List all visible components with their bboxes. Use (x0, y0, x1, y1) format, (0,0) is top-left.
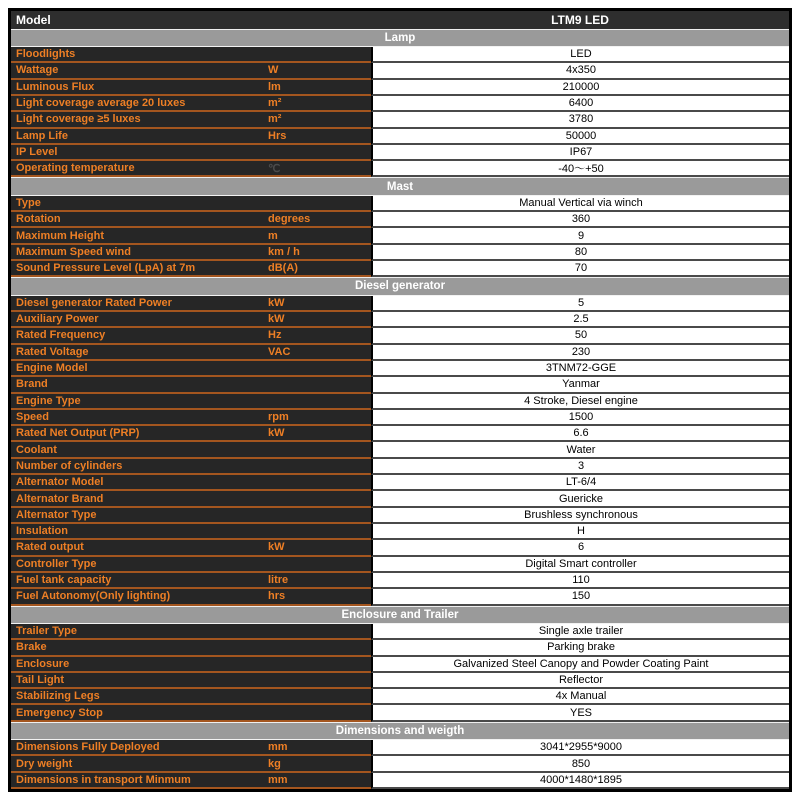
spec-unit: W (268, 64, 279, 77)
spec-value-cell (371, 345, 789, 361)
spec-row (11, 442, 789, 458)
spec-label: Light coverage average 20 luxes (16, 97, 186, 110)
spec-label-cell (11, 589, 371, 605)
spec-row (11, 673, 789, 689)
spec-label-cell (11, 491, 371, 507)
spec-value-cell (371, 161, 789, 177)
spec-value: YES (569, 706, 592, 719)
spec-value: 4000*1480*1895 (540, 773, 622, 786)
spec-value: Digital Smart controller (525, 557, 637, 570)
spec-label-cell (11, 394, 371, 410)
spec-value: Reflector (558, 673, 604, 686)
spec-label: Sound Pressure Level (LpA) at 7m (16, 262, 196, 275)
spec-value: Brushless synchronous (524, 508, 638, 521)
spec-unit: kW (268, 296, 285, 309)
spec-row (11, 475, 789, 491)
spec-value-cell (371, 524, 789, 540)
spec-row (11, 80, 789, 96)
spec-value-cell (371, 296, 789, 312)
spec-value-cell (371, 475, 789, 491)
spec-label-cell (11, 705, 371, 721)
spec-value-cell (371, 245, 789, 261)
spec-value-cell (371, 426, 789, 442)
spec-value-cell (371, 410, 789, 426)
spec-value: 850 (571, 757, 591, 770)
model-value-cell (371, 11, 789, 29)
spec-label: Controller Type (16, 557, 97, 570)
spec-value-cell (371, 377, 789, 393)
spec-row (11, 459, 789, 475)
spec-label: Coolant (16, 443, 57, 456)
spec-value-cell (371, 657, 789, 673)
spec-row (11, 112, 789, 128)
spec-label-cell (11, 640, 371, 656)
spec-value: 4x350 (566, 64, 596, 77)
spec-unit: VAC (268, 345, 291, 358)
spec-value-cell (371, 573, 789, 589)
spec-value-cell (371, 491, 789, 507)
section-title: Diesel generator (354, 280, 446, 293)
spec-value-cell (371, 312, 789, 328)
spec-label-cell (11, 129, 371, 145)
spec-label-cell (11, 689, 371, 705)
spec-row (11, 557, 789, 573)
spec-label: Operating temperature (16, 162, 135, 175)
spec-row (11, 228, 789, 244)
spec-unit: kW (268, 427, 285, 440)
spec-label-cell (11, 63, 371, 79)
spec-value-cell (371, 773, 789, 789)
spec-row (11, 705, 789, 721)
spec-label-cell (11, 296, 371, 312)
spec-value: 6.6 (573, 427, 589, 440)
spec-unit: dB(A) (268, 262, 298, 275)
spec-value-cell (371, 589, 789, 605)
spec-value: -40～+50 (558, 163, 604, 176)
spec-row (11, 573, 789, 589)
spec-label: Engine Model (16, 362, 88, 375)
spec-label-cell (11, 426, 371, 442)
spec-row (11, 589, 789, 605)
spec-unit: km / h (268, 245, 300, 258)
model-value: LTM9 LED (551, 12, 609, 27)
section-title: Enclosure and Trailer (341, 608, 459, 621)
spec-row (11, 345, 789, 361)
spec-unit: m² (268, 97, 282, 110)
spec-label: Dimensions Fully Deployed (16, 741, 160, 754)
spec-label: IP Level (16, 145, 58, 158)
spec-value: 80 (574, 245, 588, 258)
spec-value-cell (371, 508, 789, 524)
spec-label-cell (11, 673, 371, 689)
spec-value: Galvanized Steel Canopy and Powder Coating Paint (453, 657, 709, 670)
spec-label: Stabilizing Legs (16, 690, 100, 703)
section-title: Mast (386, 180, 414, 193)
spec-value-cell (371, 689, 789, 705)
spec-label: Lamp Life (16, 129, 68, 142)
spec-label: Brand (16, 378, 48, 391)
spec-label: Dimensions in transport Minmum (16, 773, 191, 786)
spec-label-cell (11, 196, 371, 212)
spec-label: Dry weight (16, 757, 73, 770)
spec-label: Alternator Brand (16, 492, 104, 505)
spec-value: 9 (577, 229, 585, 242)
spec-label: Light coverage ≥5 luxes (16, 113, 141, 126)
spec-row (11, 524, 789, 540)
spec-value: 50000 (565, 129, 597, 142)
spec-value-cell (371, 640, 789, 656)
spec-label: Alternator Type (16, 508, 97, 521)
spec-label-cell (11, 756, 371, 772)
spec-value: LED (570, 48, 592, 61)
spec-unit: lm (268, 80, 281, 93)
spec-label: Rotation (16, 213, 61, 226)
spec-label: Number of cylinders (16, 459, 123, 472)
spec-value-cell (371, 394, 789, 410)
spec-value: 150 (571, 590, 591, 603)
spec-label-cell (11, 377, 371, 393)
spec-label-cell (11, 624, 371, 640)
spec-value: 70 (574, 262, 588, 275)
spec-label-cell (11, 540, 371, 556)
spec-label-cell (11, 557, 371, 573)
spec-value: 4 Stroke, Diesel engine (524, 394, 638, 407)
spec-value: Water (566, 443, 596, 456)
spec-label-cell (11, 740, 371, 756)
spec-value: 3780 (568, 113, 594, 126)
spec-label-cell (11, 228, 371, 244)
spec-unit: Hz (268, 329, 282, 342)
spec-value: 230 (571, 345, 591, 358)
spec-row (11, 361, 789, 377)
spec-unit: Hrs (268, 129, 287, 142)
spec-label-cell (11, 657, 371, 673)
section-header-row (11, 29, 789, 47)
spec-row (11, 47, 789, 63)
spec-value-cell (371, 624, 789, 640)
spec-unit: litre (268, 574, 289, 587)
spec-row (11, 689, 789, 705)
spec-label: Alternator Model (16, 476, 104, 489)
section-title: Lamp (384, 31, 416, 44)
spec-label-cell (11, 475, 371, 491)
spec-value: 1500 (568, 410, 594, 423)
spec-label-cell (11, 161, 371, 177)
spec-value-cell (371, 96, 789, 112)
spec-value-cell (371, 63, 789, 79)
spec-row (11, 161, 789, 177)
spec-row (11, 640, 789, 656)
spec-row (11, 624, 789, 640)
spec-value: 6400 (568, 97, 594, 110)
spec-label-cell (11, 47, 371, 63)
spec-label-cell (11, 410, 371, 426)
spec-label-cell (11, 442, 371, 458)
spec-value-cell (371, 756, 789, 772)
spec-value-cell (371, 557, 789, 573)
spec-row (11, 657, 789, 673)
spec-label: Maximum Height (16, 229, 105, 242)
spec-label: Maximum Speed wind (16, 245, 131, 258)
spec-label: Tail Light (16, 673, 65, 686)
spec-unit: kg (268, 757, 281, 770)
spec-label: Insulation (16, 525, 68, 538)
spec-unit: m (268, 229, 278, 242)
spec-value: 5 (577, 296, 585, 309)
section-header-row (11, 177, 789, 195)
spec-unit: mm (268, 741, 288, 754)
section-header-row (11, 606, 789, 624)
spec-row (11, 394, 789, 410)
spec-label: Rated Voltage (16, 345, 89, 358)
spec-row (11, 508, 789, 524)
spec-value: Manual Vertical via winch (519, 196, 643, 209)
spec-value: 110 (572, 574, 590, 587)
spec-unit: degrees (268, 213, 311, 226)
spec-label: Diesel generator Rated Power (16, 296, 172, 309)
spec-value-cell (371, 328, 789, 344)
spec-row (11, 540, 789, 556)
spec-label-cell (11, 212, 371, 228)
spec-row (11, 410, 789, 426)
spec-label: Trailer Type (16, 625, 77, 638)
model-label: Model (16, 12, 51, 27)
spec-label: Auxiliary Power (16, 313, 99, 326)
spec-row (11, 377, 789, 393)
spec-row (11, 212, 789, 228)
spec-label-cell (11, 508, 371, 524)
spec-label-cell (11, 459, 371, 475)
spec-label-cell (11, 524, 371, 540)
spec-value: 3 (577, 459, 585, 472)
spec-value-cell (371, 129, 789, 145)
model-label-cell (11, 11, 371, 29)
model-row (11, 11, 789, 29)
spec-label-cell (11, 80, 371, 96)
spec-label: Emergency Stop (16, 706, 103, 719)
spec-label-cell (11, 773, 371, 789)
spec-label: Brake (16, 641, 47, 654)
spec-row (11, 296, 789, 312)
spec-label: Enclosure (16, 657, 70, 670)
spec-unit: kW (268, 313, 285, 326)
spec-row (11, 312, 789, 328)
spec-row (11, 96, 789, 112)
spec-value: Guericke (558, 492, 604, 505)
spec-label-cell (11, 96, 371, 112)
spec-unit: rpm (268, 410, 289, 423)
spec-label: Floodlights (16, 48, 76, 61)
spec-label: Luminous Flux (16, 80, 95, 93)
spec-value-cell (371, 673, 789, 689)
spec-value: 2.5 (573, 313, 589, 326)
spec-label: Type (16, 196, 41, 209)
spec-label-cell (11, 573, 371, 589)
spec-label: Engine Type (16, 394, 81, 407)
spec-value-cell (371, 196, 789, 212)
spec-label-cell (11, 261, 371, 277)
spec-value: 210000 (562, 80, 600, 93)
spec-label-cell (11, 312, 371, 328)
spec-row (11, 145, 789, 161)
spec-row (11, 773, 789, 789)
spec-label-cell (11, 145, 371, 161)
spec-value: 3041*2955*9000 (540, 741, 622, 754)
spec-label: Wattage (16, 64, 59, 77)
spec-value: 6 (577, 541, 585, 554)
spec-row (11, 129, 789, 145)
spec-row (11, 196, 789, 212)
spec-row (11, 491, 789, 507)
spec-value: Yanmar (562, 378, 600, 391)
spec-value: IP67 (569, 145, 593, 158)
spec-row (11, 426, 789, 442)
section-header-row (11, 722, 789, 740)
spec-row (11, 245, 789, 261)
section-title: Dimensions and weigth (335, 724, 465, 737)
spec-value-cell (371, 540, 789, 556)
spec-unit: mm (268, 773, 288, 786)
spec-label: Rated output (16, 541, 84, 554)
spec-row (11, 740, 789, 756)
spec-label: Rated Frequency (16, 329, 106, 342)
spec-label: Fuel tank capacity (16, 574, 112, 587)
spec-value-cell (371, 361, 789, 377)
spec-label-cell (11, 361, 371, 377)
spec-label: Fuel Autonomy(Only lighting) (16, 590, 171, 603)
spec-value-cell (371, 80, 789, 96)
spec-value: 360 (571, 213, 591, 226)
spec-value: 50 (574, 329, 588, 342)
spec-row (11, 63, 789, 79)
spec-row (11, 328, 789, 344)
spec-unit: kW (268, 541, 285, 554)
spec-label: Speed (16, 410, 50, 423)
spec-value-cell (371, 740, 789, 756)
spec-value-cell (371, 442, 789, 458)
spec-value-cell (371, 261, 789, 277)
section-header-row (11, 277, 789, 295)
spec-value: H (577, 525, 585, 538)
spec-value: Single axle trailer (538, 625, 624, 638)
spec-label-cell (11, 328, 371, 344)
spec-value-cell (371, 212, 789, 228)
spec-value-cell (371, 112, 789, 128)
spec-value: 3TNM72-GGE (545, 362, 617, 375)
spec-label-cell (11, 345, 371, 361)
spec-row (11, 261, 789, 277)
spec-unit: m² (268, 113, 282, 126)
spec-value: LT-6/4 (565, 476, 597, 489)
spec-label-cell (11, 112, 371, 128)
spec-row (11, 756, 789, 772)
spec-value-cell (371, 228, 789, 244)
spec-unit: hrs (268, 590, 286, 603)
spec-value-cell (371, 459, 789, 475)
spec-value-cell (371, 705, 789, 721)
spec-value: Parking brake (547, 641, 615, 654)
spec-label-cell (11, 245, 371, 261)
spec-value: 4x Manual (555, 690, 607, 703)
spec-label: Rated Net Output (PRP) (16, 427, 140, 440)
spec-value-cell (371, 145, 789, 161)
spec-unit: ℃ (268, 162, 281, 175)
spec-table (8, 8, 792, 792)
spec-value-cell (371, 47, 789, 63)
